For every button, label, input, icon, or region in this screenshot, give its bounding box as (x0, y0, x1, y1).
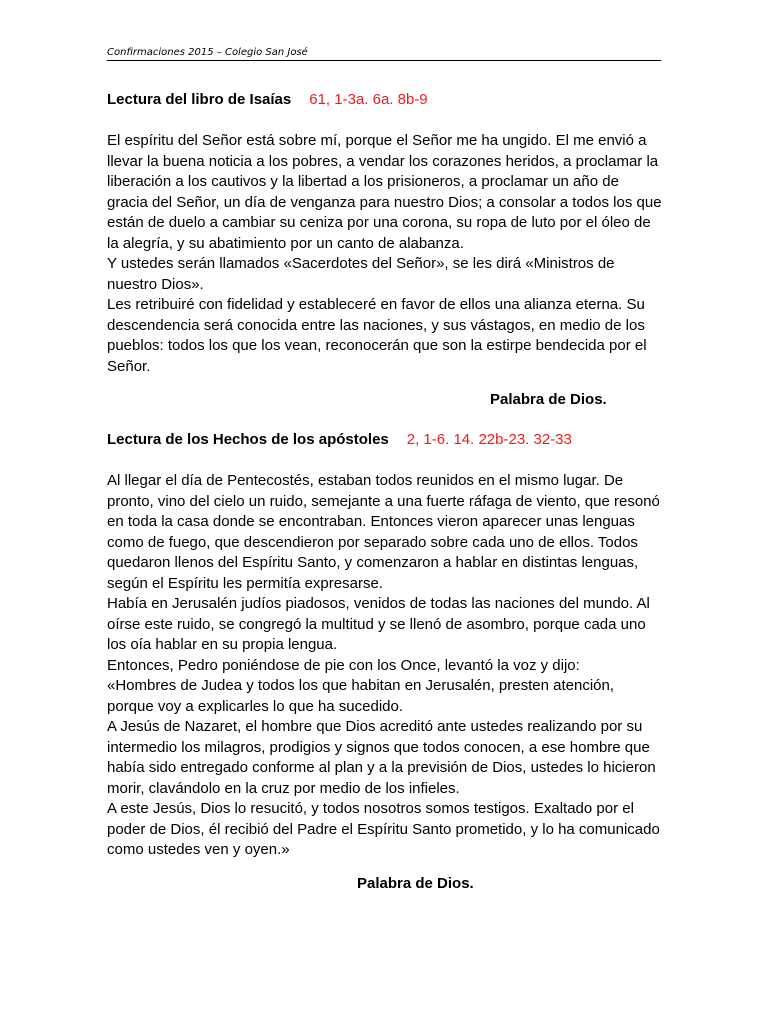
paragraph: Al llegar el día de Pentecostés, estaban todos reunidos en el mismo lugar. De pronto, vino del cielo un ruido, semejante a una fuerte ráfaga de viento, que resonó en toda la casa donde se encontraban. Entonces vieron aparecer unas lenguas como de fuego, que descendieron por separado sobre cada uno de ellos. Todos quedaron llenos del Espíritu Santo, y comenzaron a hablar en distintas lenguas, según el Espíritu les permitía expresarse. (107, 472, 660, 592)
closing-text: Palabra de Dios. (357, 874, 474, 892)
paragraph: A Jesús de Nazaret, el hombre que Dios acreditó ante ustedes realizando por su intermedio los milagros, prodigios y signos que todos conocen, a ese hombre que había sido entregado conforme al plan y a la previsión de Dios, ustedes lo hicieron morir, clavándolo en la cruz por medio de los infieles. (107, 718, 656, 797)
closing-text: Palabra de Dios. (490, 391, 607, 408)
reading-reference: 2, 1-6. 14. 22b-23. 32-33 (406, 431, 572, 448)
paragraph: Y ustedes serán llamados «Sacerdotes del Señor», se les dirá «Ministros de nuestro Dios». (107, 255, 615, 293)
paragraph: Había en Jerusalén judíos piadosos, venidos de todas las naciones del mundo. Al oírse este ruido, se congregó la multitud y se llenó de asombro, porque cada uno los oía hablar en su propia lengua. (107, 595, 650, 653)
paragraph: «Hombres de Judea y todos los que habitan en Jerusalén, presten atención, porque voy a explicarles lo que ha sucedido. (107, 677, 614, 715)
reading-hechos (107, 430, 663, 894)
reading-title (107, 90, 663, 110)
reading-title-text: Lectura de los Hechos de los apóstoles (107, 431, 389, 448)
reading-title (107, 430, 663, 450)
document-content (107, 90, 663, 894)
paragraph: A este Jesús, Dios lo resucitó, y todos nosotros somos testigos. Exaltado por el poder de Dios, él recibió del Padre el Espíritu Santo prometido, y lo ha comunicado como ustedes ven y oyen.» (107, 800, 660, 858)
reading-title-text: Lectura del libro de Isaías (107, 91, 292, 108)
paragraph: Entonces, Pedro poniéndose de pie con los Once, levantó la voz y dijo: (107, 656, 580, 674)
page-header: Confirmaciones 2015 – Colegio San José (107, 46, 661, 61)
reading-isaias (107, 90, 663, 410)
paragraph: Les retribuiré con fidelidad y estableceré en favor de ellos una alianza eterna. Su descendencia será conocida entre las naciones, y sus vástagos, en medio de los pueblos: todos los que los vean, reconocerán que son la estirpe bendecida por el Señor. (107, 296, 647, 375)
reading-reference: 61, 1-3a. 6a. 8b-9 (309, 91, 428, 108)
paragraph: El espíritu del Señor está sobre mí, porque el Señor me ha ungido. El me envió a llevar la buena noticia a los pobres, a vendar los corazones heridos, a proclamar la liberación a los cautivos y la libertad a los prisioneros, a proclamar un año de gracia del Señor, un día de venganza para nuestro Dios; a consolar a todos los que están de duelo a cambiar su ceniza por una corona, su ropa de luto por el óleo de la alegría, y su abatimiento por un canto de alabanza. (107, 132, 662, 252)
